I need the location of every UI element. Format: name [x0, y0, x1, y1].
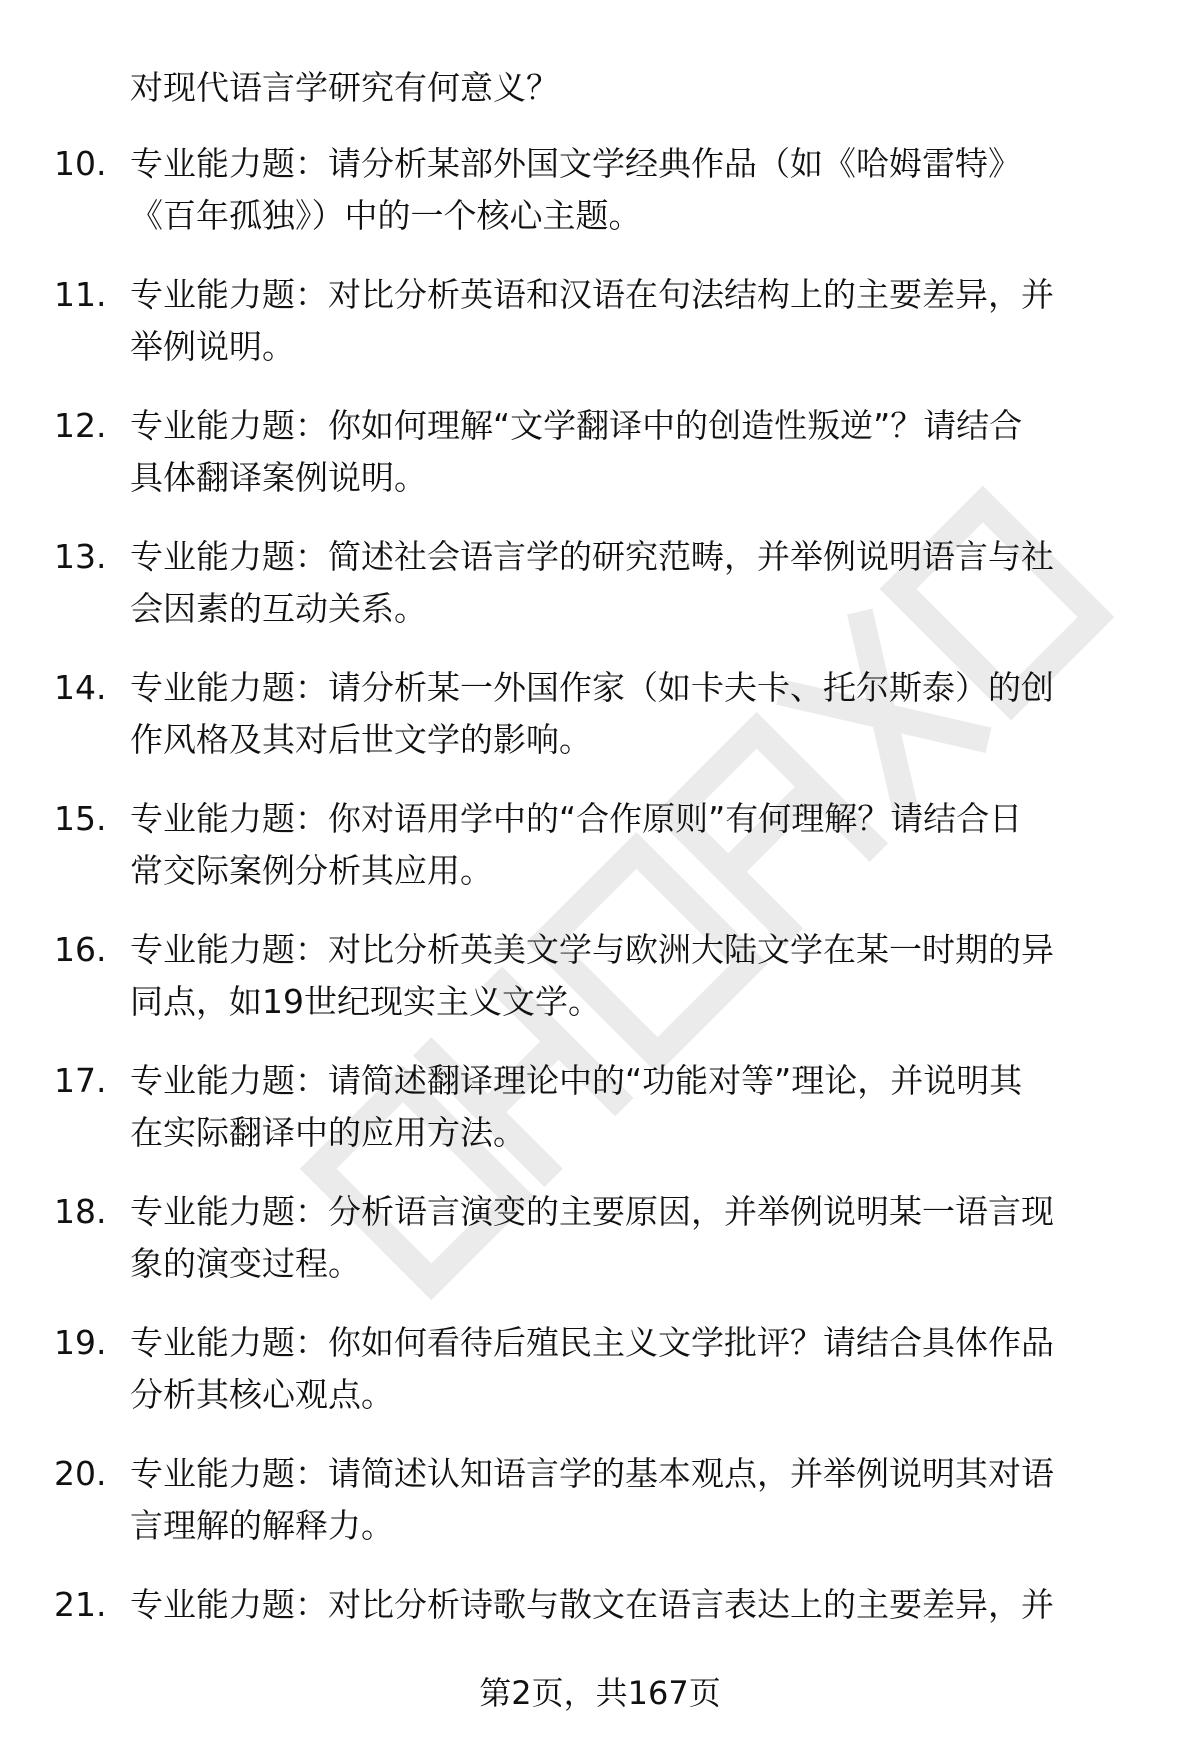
page-footer: 第2页，共167页: [479, 1674, 721, 1712]
item-number: 17.: [54, 1061, 107, 1100]
item-text: 常交际案例分析其应用。: [130, 851, 493, 890]
item-text: 《百年孤独》）中的一个核心主题。: [130, 196, 642, 235]
item-text: 专业能力题：请简述认知语言学的基本观点，并举例说明其对语: [130, 1454, 1054, 1493]
item-text: 象的演变过程。: [130, 1244, 361, 1283]
item-text: 专业能力题：对比分析英语和汉语在句法结构上的主要差异，并: [130, 275, 1054, 314]
item-number: 14.: [54, 668, 107, 707]
item-number: 21.: [54, 1585, 107, 1624]
item-text: 专业能力题：你如何看待后殖民主义文学批评？请结合具体作品: [130, 1323, 1054, 1362]
item-text: 在实际翻译中的应用方法。: [130, 1113, 526, 1152]
item-number: 15.: [54, 799, 107, 838]
item-number: 10.: [54, 144, 107, 183]
item-text: 专业能力题：你如何理解“文学翻译中的创造性叛逆”？请结合: [130, 406, 1023, 445]
item-number: 19.: [54, 1323, 107, 1362]
item-text: 言理解的解释力。: [130, 1506, 394, 1545]
item-text: 同点，如19世纪现实主义文学。: [130, 982, 601, 1021]
item-text: 专业能力题：分析语言演变的主要原因，并举例说明某一语言现: [130, 1192, 1054, 1231]
item-number: 11.: [54, 275, 107, 314]
item-text: 专业能力题：对比分析英美文学与欧洲大陆文学在某一时期的异: [130, 930, 1054, 969]
continuation-text: 对现代语言学研究有何意义？: [130, 68, 559, 107]
item-text: 举例说明。: [130, 327, 295, 366]
item-text: 专业能力题：你对语用学中的“合作原则”有何理解？请结合日: [130, 799, 1023, 838]
item-text: 专业能力题：请简述翻译理论中的“功能对等”理论，并说明其: [130, 1061, 1023, 1100]
item-text: 会因素的互动关系。: [130, 589, 427, 628]
item-number: 13.: [54, 537, 107, 576]
item-text: 具体翻译案例说明。: [130, 458, 427, 497]
item-number: 12.: [54, 406, 107, 445]
item-number: 18.: [54, 1192, 107, 1231]
item-text: 分析其核心观点。: [130, 1375, 394, 1414]
item-text: 专业能力题：请分析某一外国作家（如卡夫卡、托尔斯泰）的创: [130, 668, 1054, 707]
item-text: 作风格及其对后世文学的影响。: [130, 720, 592, 759]
item-number: 16.: [54, 930, 107, 969]
item-text: 专业能力题：请分析某部外国文学经典作品（如《哈姆雷特》: [130, 144, 1021, 183]
item-text: 专业能力题：对比分析诗歌与散文在语言表达上的主要差异，并: [130, 1585, 1054, 1624]
item-text: 专业能力题：简述社会语言学的研究范畴，并举例说明语言与社: [130, 537, 1054, 576]
item-number: 20.: [54, 1454, 107, 1493]
